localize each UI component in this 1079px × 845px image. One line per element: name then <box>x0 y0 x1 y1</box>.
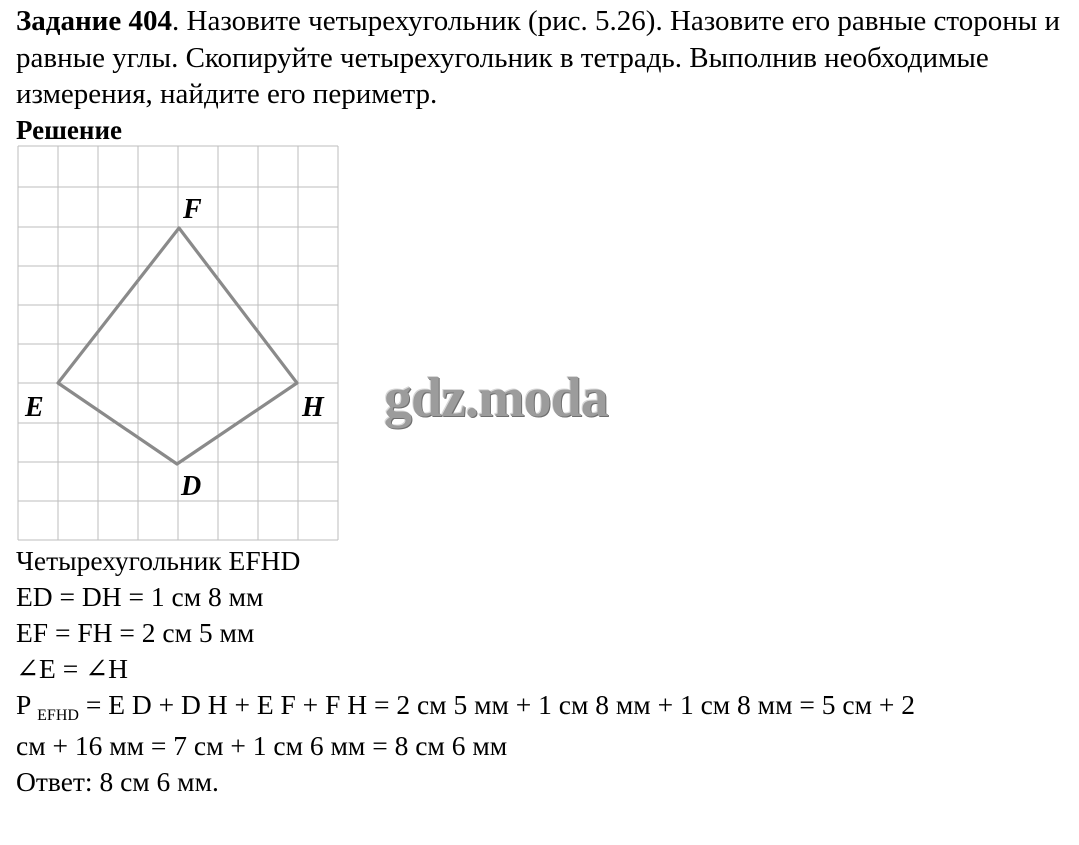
task-label: Задание 404 <box>16 5 173 37</box>
answer-line: Ответ: 8 см 6 мм. <box>16 766 219 797</box>
perimeter-continuation-line: см + 16 мм = 7 см + 1 см 6 мм = 8 см 6 мм <box>16 730 508 761</box>
perimeter-formula: = E D + D H + E F + F H = 2 см 5 мм + 1 см 8 мм + 1 см 8 мм = 5 см + 2 <box>78 689 915 720</box>
solution-text <box>16 543 1076 800</box>
perimeter-subscript: EFHD <box>37 707 79 724</box>
equal-angles-line: ∠E = ∠H <box>16 653 129 684</box>
grid-paper <box>18 146 338 540</box>
vertex-label-d: D <box>181 471 202 502</box>
vertex-label-h: H <box>302 392 324 423</box>
quadrilateral-figure <box>0 0 360 545</box>
watermark: gdz.moda <box>384 367 608 429</box>
perimeter-line <box>16 687 1076 728</box>
vertex-label-e: E <box>25 392 44 423</box>
perimeter-symbol: P <box>16 689 31 720</box>
solution-heading: Решение <box>16 115 122 145</box>
equal-long-sides-line: EF = FH = 2 см 5 мм <box>16 617 255 648</box>
quadrilateral-name-line: Четырехугольник EFHD <box>16 545 301 576</box>
vertex-label-f: F <box>183 194 202 225</box>
equal-short-sides-line: ED = DH = 1 см 8 мм <box>16 581 264 612</box>
task-text: . Назовите четырехугольник (рис. 5.26). Назовите его равные стороны и равные углы. Скопируйте четырехугольник в тетрадь. Выполнив необходимые измерения, найдите его периметр. <box>16 5 1060 110</box>
